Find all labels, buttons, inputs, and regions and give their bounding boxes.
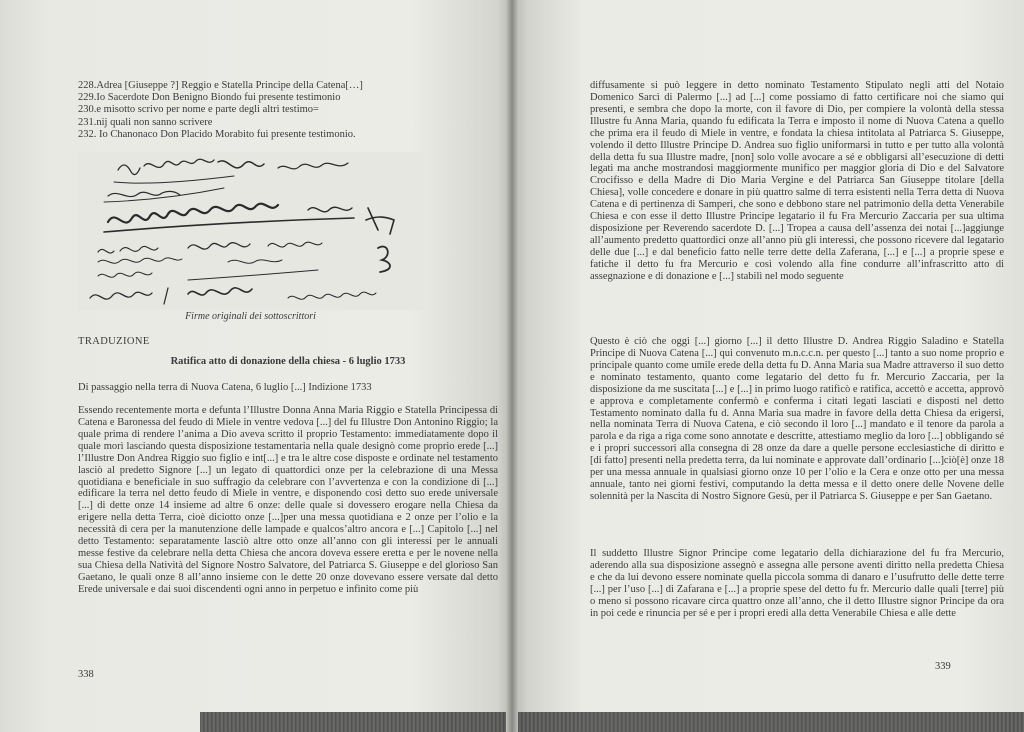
page-number-left: 338 bbox=[78, 669, 94, 680]
document-title: Ratifica atto di donazione della chiesa - 6 luglio 1733 bbox=[170, 356, 406, 367]
note-line: 231.nij quali non sanno scrivere bbox=[78, 116, 213, 128]
figure-caption: Firme originali dei sottoscrittori bbox=[185, 311, 316, 322]
handwritten-signatures-image bbox=[78, 152, 423, 310]
right-paragraph-2: Questo è ciò che oggi [...] giorno [...] il detto Illustre D. Andrea Riggio Saladino e Statella Principe di Nuova Catena [...] qui convenuto m.n.c.c.n. per questo [...] tanto a suo nome proprio e principale quanto come umile erede della detta fu D. Anna Maria sua Madre attraverso il suo detto e nominato testamento, quanto come legatario del detto fu fr. Mercurio Zaccaria, per la disposizione da me suscitata [...] e [...] in primo luogo ratificò e ratifica, accettò e accetta, approvò e approva e completamente confermò e conferma i citati legati lasciati e disposti nel detto Testamento nominato dalla fu d. Anna Maria sua madre in favore della detta Chiesa da erigersi, nella nominata Terra di Nuova Catena, e ciò secondo il loro [...] mandato e il tenore da parola a parola e da riga a riga come sono annotate e descritte, attestiamo meglio da loro [...] obbligando sé e i propri successori alla consegna di 28 onze da dare a quelle persone ecclesiastiche di diritto e [di fatto] presenti nella predetta terra, da lui nominate e approvate dall’ordinario [...]ciò[è] onze 18 per una messa annuale in qualsiasi giorno onze 10 per l’olio e la Cera e onze otto per una messa annuale, tanto nei giorni festivi, computando la detta messa e il detto onere delle Novene delle solennità per la Nascita di Nostro Signore Gesù, per il Patriarca S. Giuseppe e per San Gaetano. bbox=[590, 336, 1004, 502]
section-heading: TRADUZIONE bbox=[78, 336, 150, 347]
dateline: Di passaggio nella terra di Nuova Catena, 6 luglio [...] Indizione 1733 bbox=[78, 382, 372, 393]
signature-notes bbox=[78, 80, 498, 141]
note-line: 229.Io Sacerdote Don Benigno Biondo fui presente testimonio bbox=[78, 92, 341, 104]
note-line: 232. Io Chanonaco Don Placido Morabito fui presente testimonio. bbox=[78, 128, 356, 140]
page-number-right: 339 bbox=[935, 661, 951, 672]
right-paragraph-3: Il suddetto Illustre Signor Principe come legatario della dichiarazione del fu fra Mercurio, aderendo alla sua disposizione assegnò e assegna alle persone aventi diritto nella predetta Chiesa e che da lui devono essere nominate quella piccola somma di danaro e l’usufrutto delle dette terre [...] per l’uso [...] di Zafarana e [...] a proprie spese del detto fu fr. Mercurio dalle quali [terre] più o meno si possono ricavare circa quattro onze all’anno, che il detto Illustre signor Principe da ora in poi cede e rinuncia per sé e per i propri eredi alla detta Venerabile Chiesa e alle dette bbox=[590, 548, 1004, 619]
left-body-paragraph: Essendo recentemente morta e defunta l’Illustre Donna Anna Maria Riggio e Statella Principessa di Catena e Baronessa del feudo di Miele in ventre vedova [...] del fu Illustre Don Antonino Riggio; la quale prima di rendere l’anima a Dio aveva scritto il proprio Testamento: immediatamente dopo il quale morì lasciando questa disposizione testamentaria nella quale designò come proprio erede [...] l’Illustre Don Andrea Riggio suo figlio e int[...] e tra le altre cose disposte e ordinate nel testamento lasciò al predetto Signore [...] un legato di quattordici onze per la celebrazione di una Messa quotidiana e beneficiale in suo suffragio da celebrare con l’avvertenza e con la condizione di [...] edificare la terra nel detto feudo di Miele in ventre, e disponendo così detto suo erede universale [...] di dette onze 14 insieme ad altre 6 onze: delle quale si dovessero erogare nella Chiesa da erigere nella detta Terra, cioè diciotto onze [...]per una messa quotidiana e 2 onze per l’olio e la necessità di cera per la manutenzione delle lampade e qualcos’altro ancora e [...] Capitolo [...] nel detto Testamento: separatamente lasciò altre otto onze all’anno con gli interessi per le annuali messe festive da celebrare nella detta Chiesa che ancora doveva essere eretta e per le novene nella sua Chiesa della Natività del Signore Nostro Salvatore, del Patriarca S. Giuseppe e del glorioso San Gaetano, le quali onze 8 all’anno insieme con le dette 20 onze dovevano essere versate dal detto Erede universale e dai suoi discendenti ogni anno in perpetuo e infinito come più bbox=[78, 405, 498, 595]
page-edges-left bbox=[200, 712, 506, 732]
book-gutter bbox=[506, 0, 518, 732]
note-line: 228.Adrea [Giuseppe ?] Reggio e Statella Principe della Catena[…] bbox=[78, 80, 363, 91]
page-edges-right bbox=[518, 712, 1024, 732]
right-paragraph-1: diffusamente si può leggere in detto nominato Testamento Stipulato negli atti del Notaio Domenico Sarcì di Palermo [...] ad [...] come possiamo di fatto certificare noi che siamo qui presenti, e sembra che dopo la morte, con il favore di Dio, per compiere la volontà della stessa Illustre fu Anna Maria, quando fu edificata la Terra e imposto il nome di Nuova Catena a quello che prima era il feudo di Miele in ventre, e fondata la chiesa intitolata al Patriarca S. Giuseppe, volendo il detto Illustre Principe D. Andrea suo figlio uniformarsi in tutto e per tutto alla volontà della detta fu sua Illustre madre, [non] solo volle avocare a sé e obbligarsi all’esecuzione di detti legati ma anche mostrandosi maggiormente munifico per maggior gloria di Dio e del Salvatore Crocifisso e della Madre di Dio Maria Vergine e del Patriarca San Giuseppe titolare [della Chiesa], volle concedere e donare in più quattro salme di terra esistenti nella Terra detta di Nuova Catena e di pertinenza di Samperi, che sono e debbono stare nel patrimonio della detta Venerabile Chiesa e con esse il detto Illustre Principe legatario il fu Fra Mercurio Zaccaria per sua ultima disposizione per Reverendo sacerdote D. [...] Tropea a causa dell’assenza dei notai [...]aggiunge all’aumento predetto quattordici onze all’anno più gli interessi, che possono ricevere dal legatario delle due [...] e dal beneficio fatto nelle terre dette della Zaferana, [...] e [...] a proprie spese e fatiche il detto fu fra Mercurio e così volendo alla fine condurre all’infrascritto atto di assegnazione e di donazione e [...] stabilì nel modo seguente bbox=[590, 80, 1004, 282]
note-line: 230.e misotto scrivo per nome e parte degli altri testimo= bbox=[78, 104, 319, 116]
